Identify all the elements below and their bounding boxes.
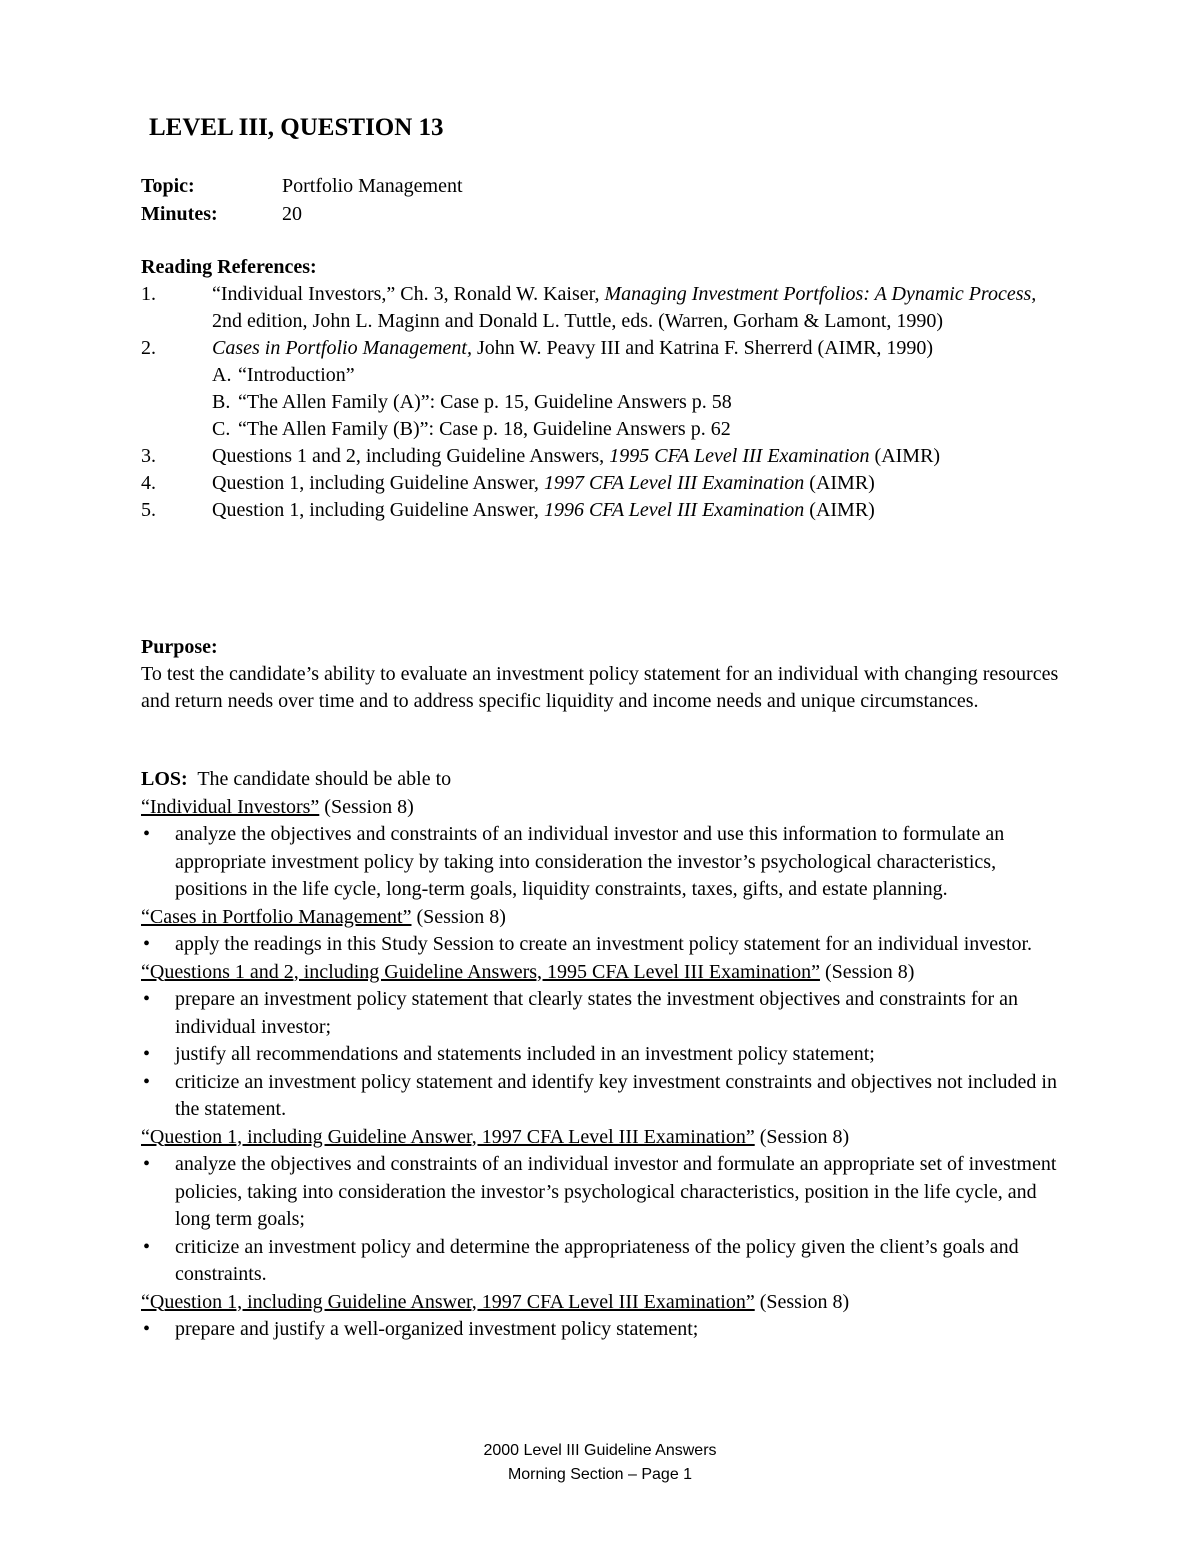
reference-text (212, 470, 1071, 497)
los-bullet (141, 1041, 1071, 1069)
reference-text (212, 497, 1071, 524)
reference-text-plain: (AIMR) (804, 499, 875, 521)
los-bullet-text: apply the readings in this Study Session to create an investment policy statement for an individual investor. (175, 933, 1033, 955)
reference-text-plain: John W. Peavy III and Katrina F. Sherrerd (AIMR, 1990) (471, 337, 934, 359)
bullet-icon: • (143, 1318, 151, 1340)
reference-subitem (141, 389, 1071, 416)
bullet-icon: • (143, 823, 151, 845)
los-reading-title (141, 1124, 1071, 1152)
los-reading-name: “Question 1, including Guideline Answer, 1997 CFA Level III Examination” (141, 1125, 755, 1148)
bullet-icon: • (143, 988, 151, 1010)
reference-item (141, 497, 1071, 524)
reference-text-plain: Question 1, including Guideline Answer, (212, 499, 544, 521)
question-meta (141, 172, 463, 228)
reference-text-plain: Questions 1 and 2, including Guideline Answers, (212, 445, 610, 467)
footer-line-title: 2000 Level III Guideline Answers (483, 1442, 717, 1459)
los-bullet (141, 1151, 1071, 1234)
los-bullet-text: justify all recommendations and statements included in an investment policy statement; (175, 1043, 875, 1065)
los-bullet-text: criticize an investment policy statement and identify key investment constraints and objectives not included in the statement. (175, 1070, 1057, 1120)
los-session: (Session 8) (754, 1125, 850, 1148)
los-session: (Session 8) (319, 795, 414, 818)
los-bullet (141, 821, 1071, 904)
los-reading-name: “Cases in Portfolio Management” (141, 905, 412, 928)
los-intro-text: The candidate should be able to (187, 768, 452, 790)
bullet-icon: • (143, 1235, 151, 1258)
page-footer (0, 1439, 1200, 1487)
reference-item (141, 443, 1071, 470)
minutes-row (141, 200, 463, 228)
los-reading-title (141, 1289, 1071, 1317)
minutes-value: 20 (282, 203, 302, 225)
los-reading-title (141, 959, 1071, 987)
reference-title-italic: Managing Investment Portfolios: A Dynamic Process, (604, 283, 1037, 305)
reference-number: 4. (141, 472, 156, 494)
reference-title-italic: 1996 CFA Level III Examination (543, 499, 805, 521)
purpose-text: To test the candidate’s ability to evaluate an investment policy statement for an individual with changing resources and return needs over time and to address specific liquidity and income needs and unique circumstances. (141, 663, 1059, 712)
bullet-icon: • (143, 933, 151, 955)
reference-title-italic: Cases in Portfolio Management, (212, 337, 472, 359)
reference-text (212, 443, 1071, 470)
los-bullet-text: criticize an investment policy and determine the appropriateness of the policy given the client’s goals and constraints. (175, 1235, 1019, 1285)
topic-label: Topic: (141, 175, 195, 197)
bullet-icon: • (143, 1153, 151, 1175)
reference-item (141, 281, 1071, 335)
purpose-heading: Purpose: (141, 636, 218, 658)
reference-text-plain: (AIMR) (804, 472, 875, 494)
subitem-letter: B. (212, 391, 231, 413)
topic-row (141, 172, 463, 200)
page-title: LEVEL III, QUESTION 13 (149, 114, 444, 141)
bullet-icon: • (143, 1043, 151, 1065)
reference-text-plain: “Individual Investors,” Ch. 3, Ronald W. Kaiser, (212, 283, 605, 305)
los-session: (Session 8) (411, 905, 506, 928)
los-reading-title (141, 904, 1071, 932)
los-label: LOS: (141, 768, 188, 790)
los-session: (Session 8) (819, 960, 915, 983)
los-reading-title (141, 794, 1071, 822)
los-bullet-text: prepare an investment policy statement that clearly states the investment objectives and constraints for an individual investor; (175, 988, 1019, 1038)
los-section (141, 766, 1071, 1344)
purpose-section (141, 634, 1071, 715)
reference-text-plain: 2nd edition, John L. Maginn and Donald L. Tuttle, eds. (Warren, Gorham & Lamont, 1990) (212, 310, 944, 332)
reference-text (212, 335, 1071, 362)
los-bullet-text: analyze the objectives and constraints of an individual investor and use this information to formulate an appropriate investment policy by taking into consideration the investor’s psychological characteristics, positions in the life cycle, long-term goals, liquidity constraints, taxes, gifts, and estate planning. (175, 823, 1005, 900)
reference-number: 1. (141, 283, 156, 305)
los-reading-name: “Individual Investors” (141, 795, 320, 818)
reference-text (212, 281, 1071, 335)
bullet-icon: • (143, 1070, 151, 1093)
subitem-text: “The Allen Family (B)”: Case p. 18, Guideline Answers p. 62 (238, 418, 731, 440)
los-session: (Session 8) (754, 1290, 850, 1313)
reference-number: 2. (141, 337, 156, 359)
los-bullet (141, 1234, 1071, 1289)
reference-item (141, 470, 1071, 497)
subitem-letter: A. (212, 364, 232, 386)
los-bullet (141, 931, 1071, 959)
los-bullet (141, 986, 1071, 1041)
los-bullet (141, 1069, 1071, 1124)
minutes-label: Minutes: (141, 203, 218, 225)
reference-title-italic: 1995 CFA Level III Examination (609, 445, 870, 467)
reference-text-plain: Question 1, including Guideline Answer, (212, 472, 544, 494)
reference-text-plain: (AIMR) (869, 445, 941, 467)
subitem-text: “The Allen Family (A)”: Case p. 15, Guideline Answers p. 58 (238, 391, 732, 413)
los-reading-name: “Question 1, including Guideline Answer, 1997 CFA Level III Examination” (141, 1290, 755, 1313)
los-bullet (141, 1316, 1071, 1344)
reference-number: 5. (141, 499, 156, 521)
subitem-text: “Introduction” (238, 364, 355, 386)
reference-subitem (141, 362, 1071, 389)
los-reading-name: “Questions 1 and 2, including Guideline Answers, 1995 CFA Level III Examination” (141, 960, 820, 983)
reference-number: 3. (141, 445, 156, 467)
los-bullet-text: prepare and justify a well-organized investment policy statement; (175, 1318, 699, 1340)
reading-references (141, 254, 1071, 524)
footer-line-page: Morning Section – Page 1 (507, 1466, 693, 1483)
subitem-letter: C. (212, 418, 231, 440)
reference-title-italic: 1997 CFA Level III Examination (543, 472, 805, 494)
los-intro (141, 766, 1071, 794)
los-bullet-text: analyze the objectives and constraints of an individual investor and formulate an appropriate set of investment policies, taking into consideration the investor’s psychological characteristics, position in the life cycle, and long term goals; (175, 1153, 1057, 1230)
reference-item (141, 335, 1071, 362)
reference-subitem (141, 416, 1071, 443)
reading-references-heading: Reading References: (141, 256, 317, 278)
topic-value: Portfolio Management (282, 175, 463, 197)
